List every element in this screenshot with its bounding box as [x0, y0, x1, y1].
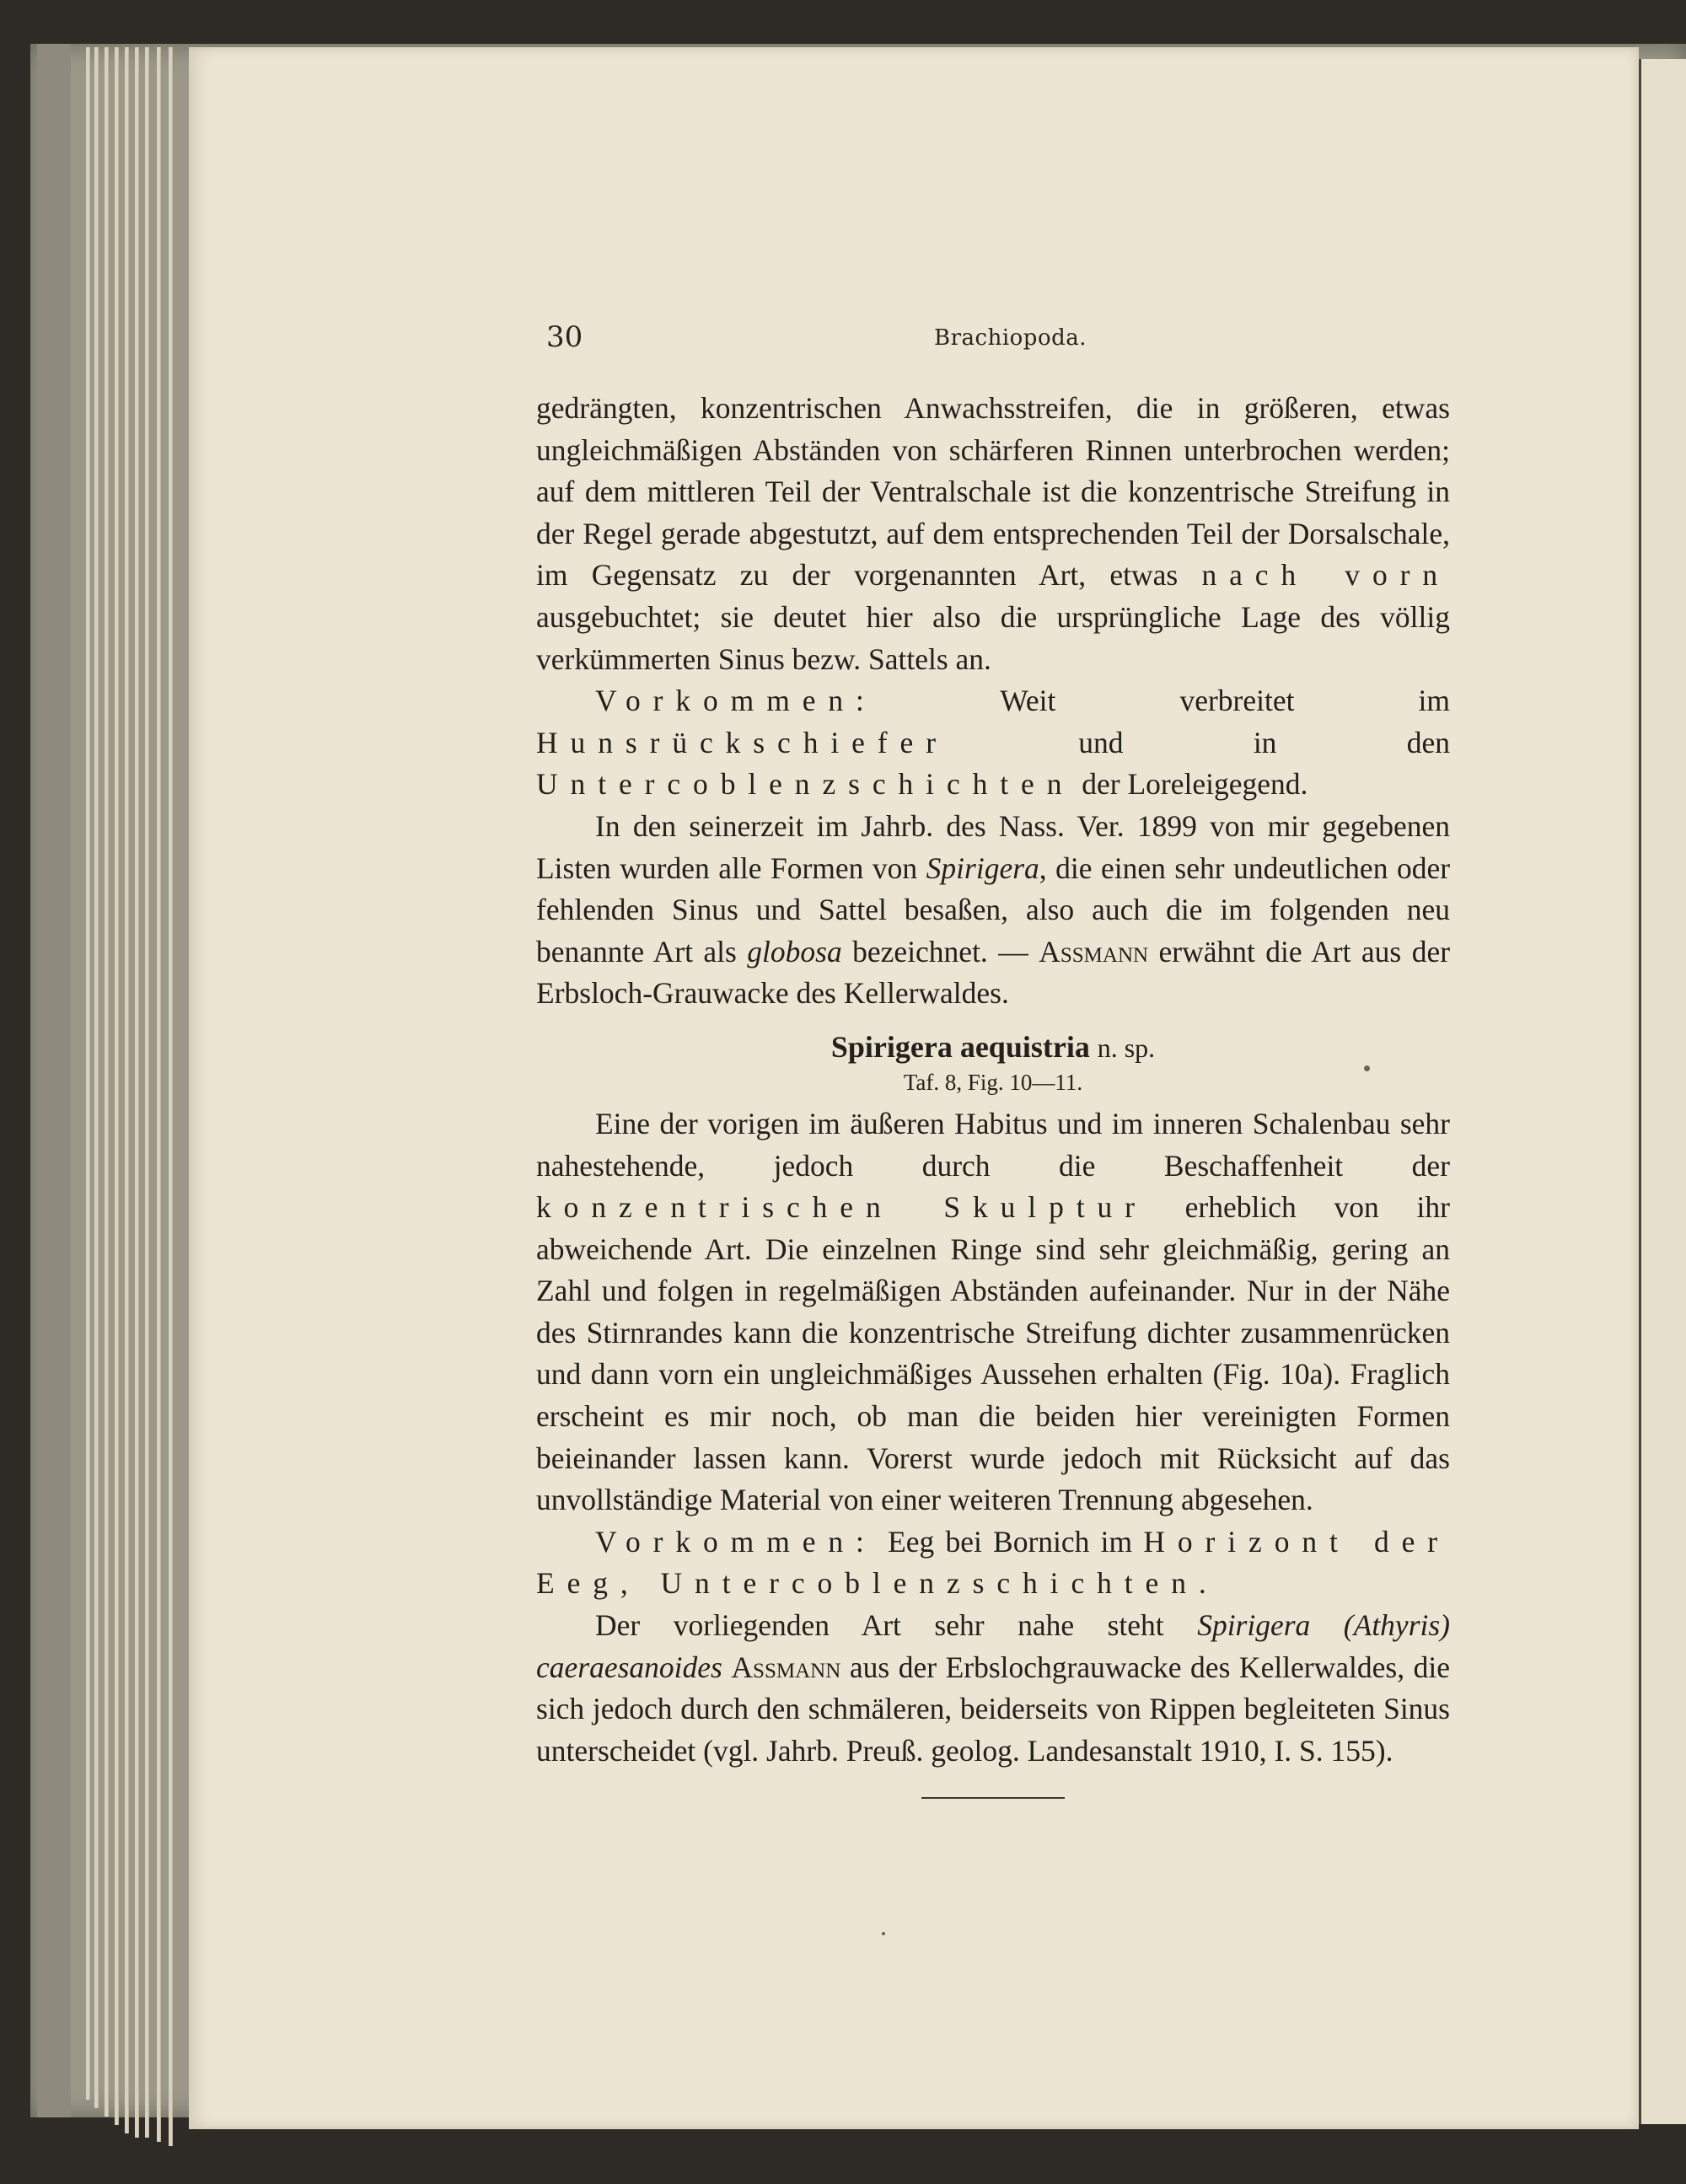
spaced-label: Vorkommen: — [595, 1524, 877, 1559]
text-run: Weit verbreitet im — [1000, 684, 1451, 718]
paragraph-description — [536, 1103, 1450, 1521]
text-run: Der vorliegenden Art sehr nahe steht — [595, 1608, 1164, 1643]
paragraph-continued — [536, 388, 1450, 680]
spaced-emphasis: nach vorn — [1201, 558, 1450, 593]
text-run: bezeichnet. — — [852, 934, 1028, 969]
page-header — [546, 320, 1440, 362]
page-edge — [135, 47, 139, 2138]
plate-reference: Taf. 8, Fig. 10—11. — [903, 1069, 1083, 1095]
italic-genus: Spirigera — [926, 851, 1039, 885]
page-edge — [125, 47, 129, 2133]
page-number: 30 — [546, 320, 583, 354]
spaced-label: Vorkommen: — [595, 684, 877, 718]
page-edge — [157, 47, 161, 2142]
page-edge — [86, 47, 90, 2100]
italic-species: Spirigera (Athyris) caeraesanoides — [536, 1608, 1451, 1684]
author-name: Assmann — [731, 1650, 841, 1684]
page-edge — [115, 47, 119, 2125]
page-edge — [94, 47, 99, 2108]
text-run: erheblich von ihr abweichende Art. Die einzelnen Ringe sind sehr gleichmäßig, gering an Zahl und folgen in regelmäßigen Abständen aufeinander. Nur in der Nähe des Stirnrandes kann die konzentrische Streifung dichter zusammenrücken und dann vorn ein ungleichmäßiges Aussehen erhalten (Fig. 10a). Fraglich erscheint es mir noch, ob man die beiden hier vereinigten Formen beieinander lassen kann. Vorerst wurde jedoch mit Rücksicht auf das unvollständige Material von einer weiteren Trennung abgesehen. — [536, 1190, 1450, 1517]
italic-species: globosa — [747, 934, 842, 969]
species-heading — [536, 1028, 1450, 1066]
text-run: , die einen sehr undeutlichen oder fehlenden Sinus und Sattel besaßen, also auch die im folgenden neu benannte Art als — [536, 851, 1451, 969]
text-run: und in den — [1078, 725, 1450, 759]
paragraph-occurrence — [536, 680, 1450, 806]
page-edge — [105, 47, 109, 2117]
text-run: erwähnt die Art aus der Erbsloch-Grauwacke des Kellerwaldes. — [536, 934, 1451, 1011]
page-edge — [145, 47, 149, 2138]
text-run: ausgebuchtet; sie deutet hier also die ursprüngliche Lage des völlig verkümmerten Sinus bezw. Sattels an. — [536, 599, 1450, 676]
cover-edge — [37, 44, 71, 2117]
text-run: aus der Erbslochgrauwacke des Kellerwaldes, die sich jedoch durch den schmäleren, beiderseits von Rippen begleiteten Sinus unterscheidet (vgl. Jahrb. Preuß. geolog. Landesanstalt 1910, I. S. 155). — [536, 1650, 1451, 1768]
running-head: Brachiopoda. — [934, 325, 1087, 351]
author-name: Assmann — [1039, 934, 1149, 969]
paragraph-remarks — [536, 806, 1450, 1015]
spaced-emphasis: Hunsrückschiefer — [536, 725, 948, 759]
paragraph-occurrence — [536, 1521, 1450, 1605]
page-edge — [169, 47, 173, 2146]
text-run: gedrängten, konzentrischen Anwachsstreifen, die in größeren, etwas ungleichmäßigen Abständen von schärferen Rinnen unterbrochen werden; auf dem mittleren Teil der Ventralschale ist die konzentrische Streifung in der Regel gerade abgestutzt, auf dem entsprechenden Teil der Dorsalschale, im Gegensatz zu der vorgenannten Art, etwas — [536, 391, 1450, 593]
text-run: Eine der vorigen im äußeren Habitus und im inneren Schalenbau sehr nahestehende, jedoch durch die Beschaffenheit der — [536, 1106, 1450, 1183]
text-run: In den seinerzeit im Jahrb. des Nass. Ver. 1899 von mir gegebenen Listen wurden alle Formen von — [536, 808, 1450, 885]
paragraph-comparison — [536, 1605, 1450, 1772]
spaced-emphasis: Horizont der Eeg, Untercoblenzschichten. — [536, 1524, 1450, 1601]
spaced-emphasis: konzentrischen Skulptur — [536, 1190, 1147, 1225]
text-run: der Loreleigegend. — [1082, 767, 1308, 802]
spaced-emphasis: Untercoblenzschichten — [536, 767, 1075, 802]
facing-page-edge — [1639, 59, 1686, 2124]
species-suffix: n. sp. — [1097, 1032, 1156, 1063]
page-body — [536, 388, 1450, 1799]
text-run: Eeg bei Bornich im — [888, 1524, 1133, 1559]
species-title: Spirigera aequistria — [830, 1029, 1090, 1064]
print-speck — [882, 1932, 885, 1935]
section-end-rule — [921, 1797, 1065, 1799]
